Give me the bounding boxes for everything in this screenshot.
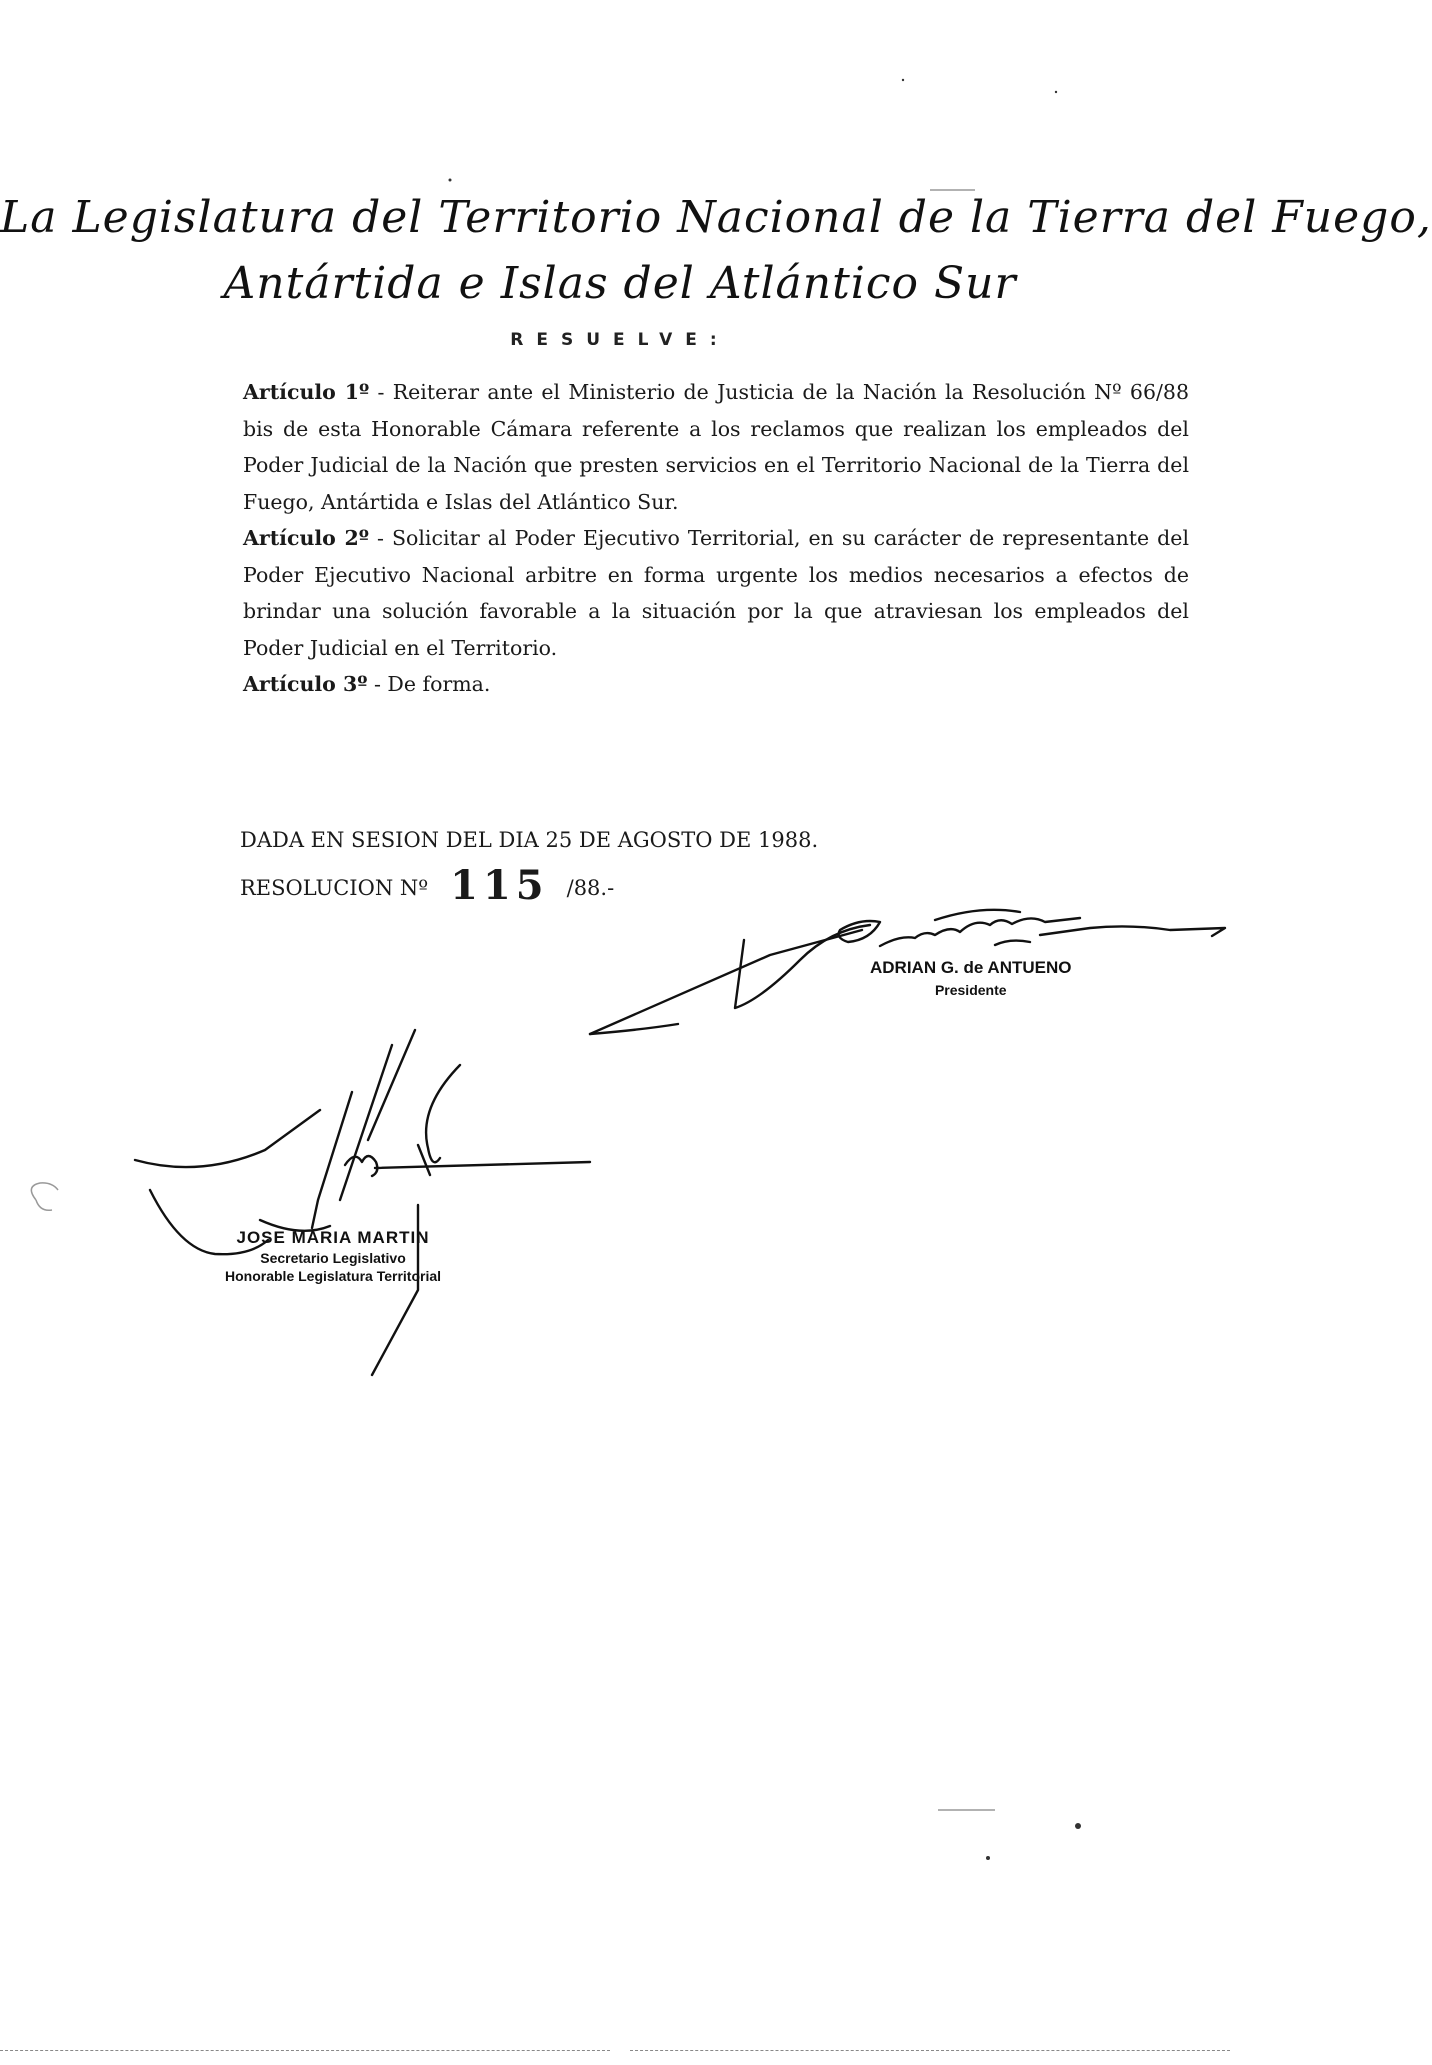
resuelve-heading: RESUELVE: bbox=[510, 330, 730, 350]
scan-edge-line-left bbox=[0, 2050, 610, 2051]
article-1-text: - Reiterar ante el Ministerio de Justicia de la Nación la Resolución Nº 66/88 bis de esta Honorable Cámara referente a los reclamos que realizan los empleados del Poder Judicial de la Nación que presten servicios en el Territorio Nacional de la Tierra del Fuego, Antártida e Islas del Atlántico Sur. bbox=[243, 380, 1189, 514]
resolution-prefix: RESOLUCION Nº bbox=[240, 876, 429, 900]
article-3-label: Artículo 3º bbox=[243, 672, 368, 696]
letterhead-line-2: Antártida e Islas del Atlántico Sur bbox=[223, 258, 1017, 309]
president-signature-block bbox=[870, 958, 1072, 998]
scan-edge-line-right bbox=[630, 2050, 1230, 2051]
article-2-label: Artículo 2º bbox=[243, 526, 369, 550]
secretary-name: JOSE MARIA MARTIN bbox=[236, 1228, 430, 1247]
resolution-number: 115 bbox=[450, 862, 549, 909]
secretary-organization: Honorable Legislatura Territorial bbox=[225, 1268, 442, 1284]
letterhead-line-1: La Legislatura del Territorio Nacional de la Tierra del Fuego, bbox=[0, 192, 1432, 243]
scan-artifacts bbox=[31, 190, 995, 1810]
article-1-label: Artículo 1º bbox=[243, 380, 370, 404]
secretary-signature-strokes bbox=[135, 1030, 590, 1375]
article-3-text: - De forma. bbox=[367, 672, 491, 696]
president-title: Presidente bbox=[934, 982, 1007, 998]
president-name: ADRIAN G. de ANTUENO bbox=[870, 958, 1072, 977]
secretary-signature-block bbox=[225, 1228, 441, 1284]
session-date-line: DADA EN SESION DEL DIA 25 DE AGOSTO DE 1988. bbox=[240, 828, 819, 852]
article-2-text: - Solicitar al Poder Ejecutivo Territorial, en su carácter de representante del Poder Ejecutivo Nacional arbitre en forma urgente los medios necesarios a efectos de brindar una solución favorable a la situación por la que atraviesan los empleados del Poder Judicial en el Territorio. bbox=[243, 526, 1189, 660]
secretary-title: Secretario Legislativo bbox=[260, 1250, 406, 1266]
resolution-suffix: /88.- bbox=[566, 876, 615, 900]
